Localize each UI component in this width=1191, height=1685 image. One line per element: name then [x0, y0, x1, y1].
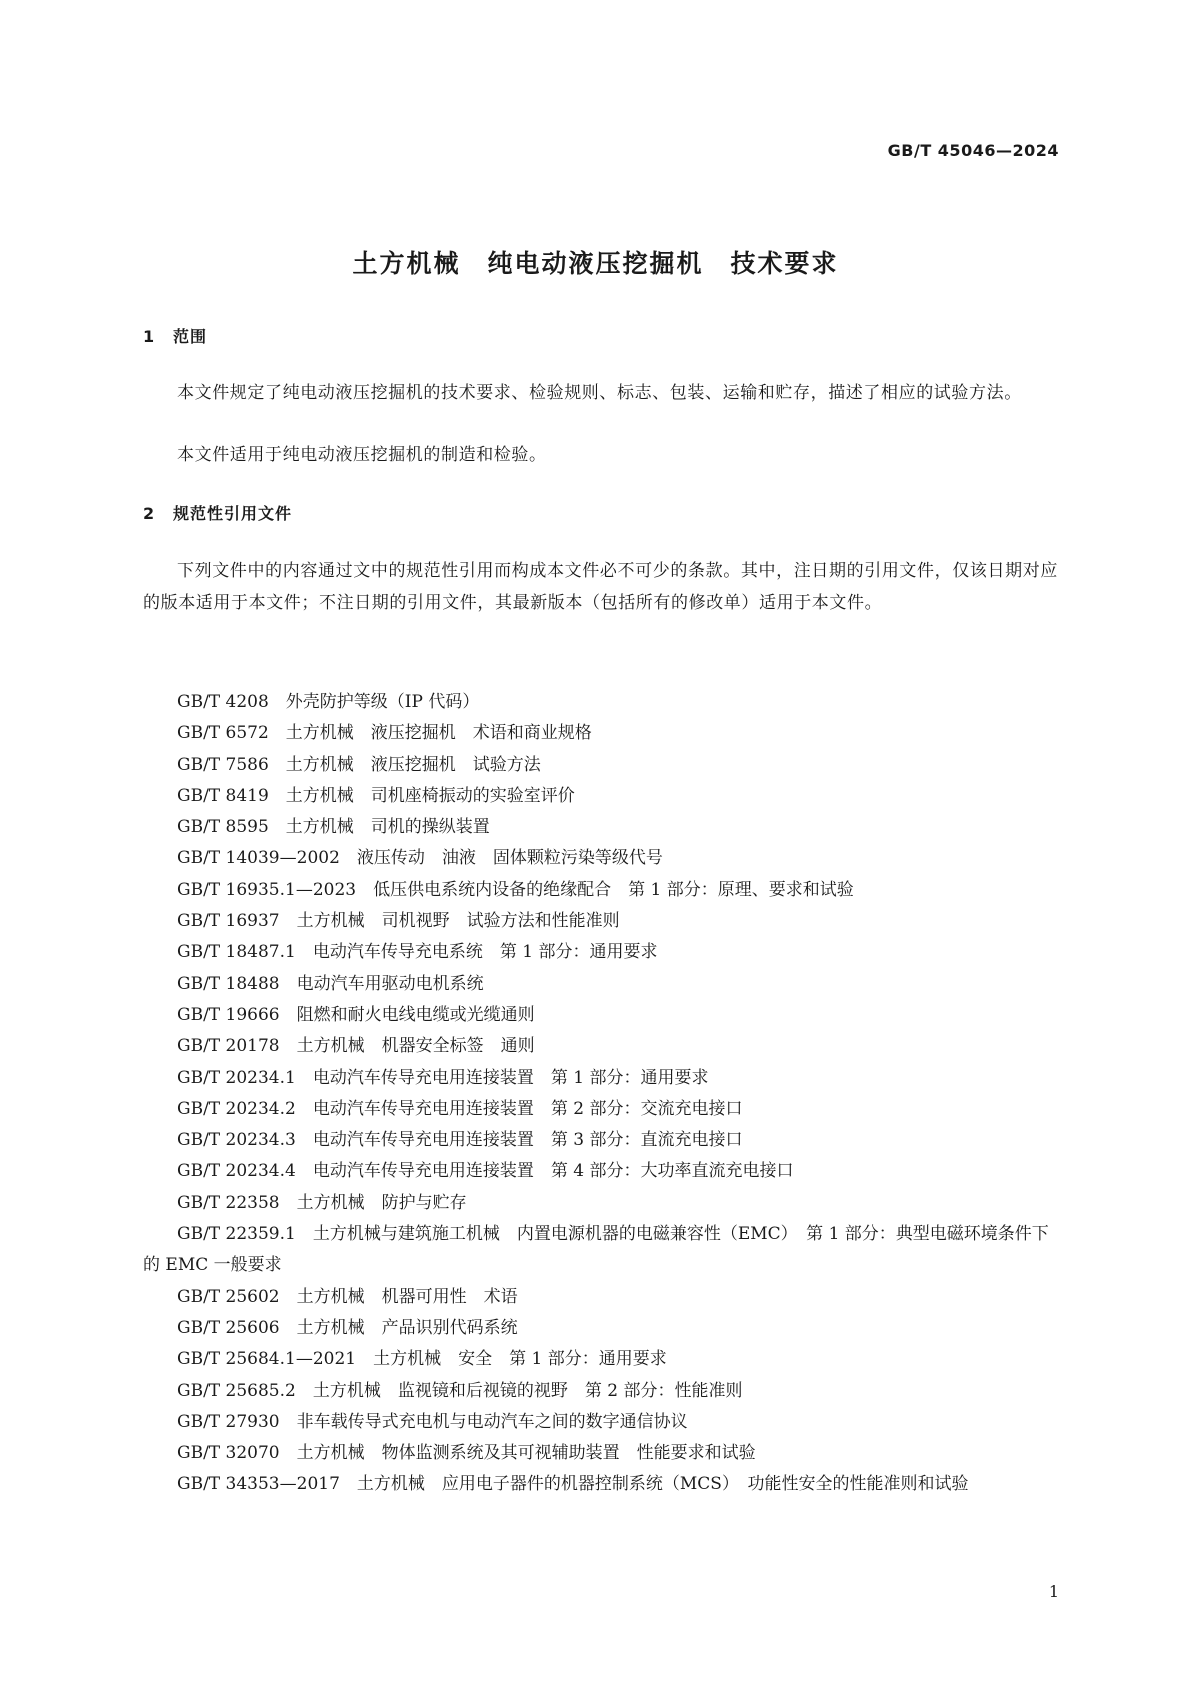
- standard-number: GB/T 45046—2024: [887, 141, 1059, 160]
- section-heading-normative-references: [143, 501, 292, 524]
- section-number: 2: [143, 504, 156, 523]
- reference-item: GB/T 18488 电动汽车用驱动电机系统: [177, 973, 484, 994]
- section-heading-scope: [143, 324, 207, 347]
- reference-item: GB/T 8595 土方机械 司机的操纵装置: [177, 817, 490, 838]
- reference-list: [143, 687, 1058, 1501]
- reference-item: GB/T 25602 土方机械 机器可用性 术语: [177, 1286, 518, 1307]
- reference-item: GB/T 20234.1 电动汽车传导充电用连接装置 第 1 部分：通用要求: [177, 1067, 709, 1088]
- section-title: 范围: [173, 327, 208, 346]
- reference-item: GB/T 16937 土方机械 司机视野 试验方法和性能准则: [177, 911, 620, 932]
- scope-paragraph-1: 本文件规定了纯电动液压挖掘机的技术要求、检验规则、标志、包装、运输和贮存，描述了相应的试验方法。: [177, 383, 1022, 403]
- reference-item: GB/T 20234.3 电动汽车传导充电用连接装置 第 3 部分：直流充电接口: [177, 1130, 743, 1151]
- page-number: 1: [1048, 1582, 1059, 1601]
- reference-item: GB/T 20234.4 电动汽车传导充电用连接装置 第 4 部分：大功率直流充电接口: [177, 1161, 794, 1182]
- reference-item: GB/T 20234.2 电动汽车传导充电用连接装置 第 2 部分：交流充电接口: [177, 1098, 743, 1119]
- reference-item: GB/T 32070 土方机械 物体监测系统及其可视辅助装置 性能要求和试验: [177, 1443, 756, 1464]
- reference-item: GB/T 7586 土方机械 液压挖掘机 试验方法: [177, 754, 541, 775]
- reference-item: GB/T 27930 非车载传导式充电机与电动汽车之间的数字通信协议: [177, 1411, 688, 1432]
- reference-item: GB/T 16935.1—2023 低压供电系统内设备的绝缘配合 第 1 部分：原理、要求和试验: [177, 879, 854, 900]
- reference-item: GB/T 22359.1 土方机械与建筑施工机械 内置电源机器的电磁兼容性（EMC） 第 1 部分：典型电磁环境条件下的 EMC 一般要求: [143, 1224, 1049, 1276]
- reference-item: GB/T 25684.1—2021 土方机械 安全 第 1 部分：通用要求: [177, 1349, 667, 1370]
- reference-item: GB/T 6572 土方机械 液压挖掘机 术语和商业规格: [177, 723, 592, 744]
- document-title: 土方机械 纯电动液压挖掘机 技术要求: [352, 249, 839, 278]
- reference-item: GB/T 14039—2002 液压传动 油液 固体颗粒污染等级代号: [177, 848, 663, 869]
- reference-item: GB/T 34353—2017 土方机械 应用电子器件的机器控制系统（MCS） 功能性安全的性能准则和试验: [177, 1474, 969, 1495]
- reference-item: GB/T 19666 阻燃和耐火电线电缆或光缆通则: [177, 1004, 535, 1025]
- reference-item: GB/T 4208 外壳防护等级（IP 代码）: [177, 692, 480, 712]
- reference-item: GB/T 25606 土方机械 产品识别代码系统: [177, 1317, 518, 1338]
- section-title: 规范性引用文件: [173, 504, 293, 523]
- reference-item: GB/T 22358 土方机械 防护与贮存: [177, 1192, 467, 1213]
- reference-item: GB/T 8419 土方机械 司机座椅振动的实验室评价: [177, 785, 575, 806]
- section-number: 1: [143, 327, 156, 346]
- reference-item: GB/T 20178 土方机械 机器安全标签 通则: [177, 1036, 535, 1057]
- scope-paragraph-2: 本文件适用于纯电动液压挖掘机的制造和检验。: [177, 445, 547, 465]
- reference-item: GB/T 18487.1 电动汽车传导充电系统 第 1 部分：通用要求: [177, 942, 658, 963]
- references-intro: 下列文件中的内容通过文中的规范性引用而构成本文件必不可少的条款。其中，注日期的引用文件，仅该日期对应的版本适用于本文件；不注日期的引用文件，其最新版本（包括所有的修改单）适用于本文件。: [143, 561, 1058, 613]
- reference-item: GB/T 25685.2 土方机械 监视镜和后视镜的视野 第 2 部分：性能准则: [177, 1380, 743, 1401]
